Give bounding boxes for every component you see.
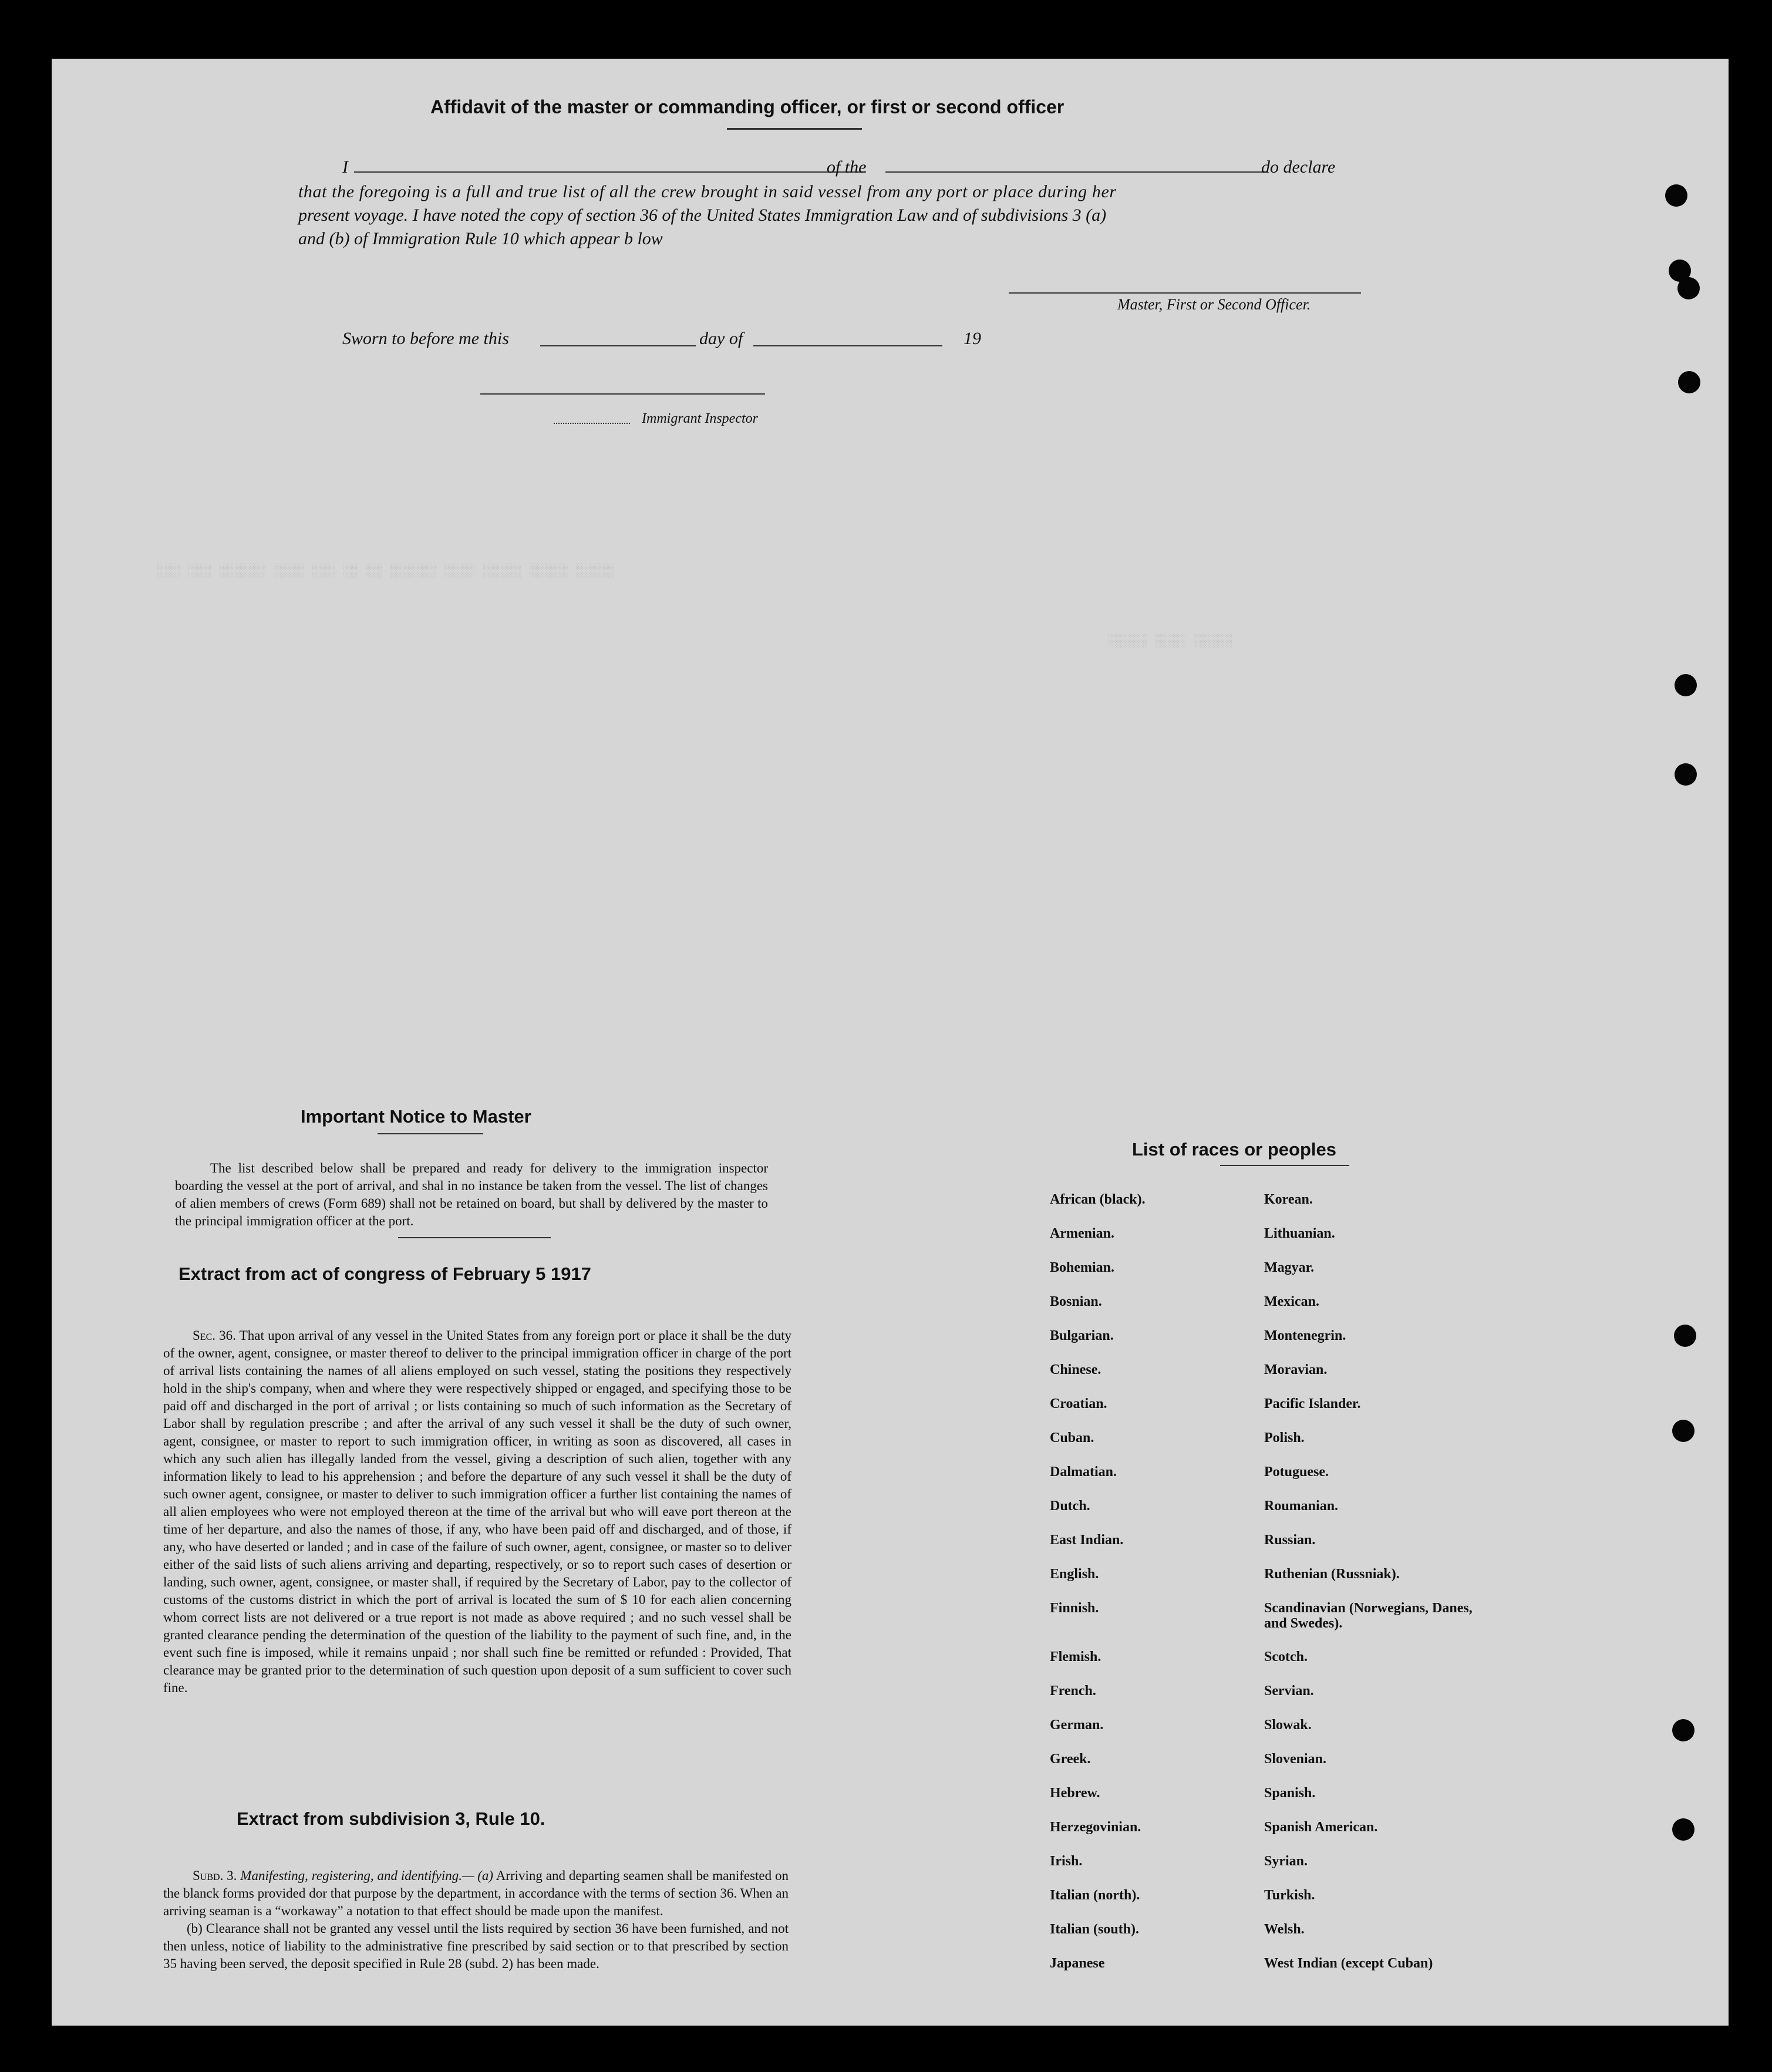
affidavit-title: Affidavit of the master or commanding officer, or first or second officer — [430, 96, 1064, 117]
race-item: Korean. — [1264, 1192, 1313, 1207]
race-item: Herzegovinian. — [1050, 1820, 1141, 1835]
title-underline — [727, 128, 862, 130]
act-title: Extract from act of congress of February 5 1917 — [178, 1264, 591, 1284]
year-label: 19 — [964, 329, 981, 348]
race-item: Scandinavian (Norwegians, Danes, and Swedes). — [1264, 1601, 1473, 1631]
race-item: Dutch. — [1050, 1498, 1090, 1514]
document-page — [52, 59, 1729, 2026]
race-item: Chinese. — [1050, 1362, 1101, 1377]
race-item: African (black). — [1050, 1192, 1146, 1207]
race-item: Armenian. — [1050, 1226, 1114, 1241]
inspector-caption: Immigrant Inspector — [642, 411, 758, 426]
race-item: Slovenian. — [1264, 1751, 1327, 1767]
race-item: Mexican. — [1264, 1294, 1319, 1309]
race-item: Moravian. — [1264, 1362, 1328, 1377]
race-item: Lithuanian. — [1264, 1226, 1335, 1241]
binder-hole — [1677, 277, 1700, 299]
affidavit-of-the-label: of the — [827, 157, 867, 177]
race-item: Bohemian. — [1050, 1260, 1115, 1275]
master-signature-line[interactable] — [1009, 292, 1361, 294]
race-item: Servian. — [1264, 1683, 1314, 1699]
affidavit-line-1: that the foregoing is a full and true list of all the crew brought in said vessel from any port or place during her — [298, 182, 1117, 201]
sworn-month-line[interactable] — [753, 345, 942, 346]
act-text — [163, 1327, 791, 1697]
notice-rule — [398, 1237, 551, 1238]
race-item: Croatian. — [1050, 1396, 1107, 1411]
races-underline — [1220, 1165, 1349, 1166]
affidavit-line-2: present voyage. I have noted the copy of section 36 of the United States Immigration Law and of subdivisions 3 (a) — [298, 205, 1107, 225]
bleed-through-text: ░░░░░ ░░░░ ░░░░░ — [1109, 634, 1233, 649]
race-item: Spanish American. — [1264, 1820, 1378, 1835]
race-item: Turkish. — [1264, 1888, 1315, 1903]
day-of-label: day of — [699, 329, 743, 348]
race-item: Japanese — [1050, 1956, 1105, 1971]
race-item: Italian (south). — [1050, 1922, 1140, 1937]
binder-hole — [1672, 1818, 1694, 1841]
notice-title: Important Notice to Master — [301, 1106, 531, 1127]
affidavit-do-declare: do declare — [1261, 157, 1336, 177]
race-item: Roumanian. — [1264, 1498, 1339, 1514]
rule-text-b: (b) Clearance shall not be granted any vessel until the lists required by section 36 have been furnished, and not then unless, notice of liability to the administrative fine prescribed by said section or to that prescribed by section 35 having been served, the deposit specified in Rule 28 (subd. 2) has been made. — [163, 1921, 789, 1971]
affidavit-i-label: I — [342, 157, 348, 177]
binder-hole — [1665, 184, 1687, 207]
bleed-through-text: ░░░ ░░░ ░░░░░░ ░░░░ ░░░ ░░ ░░ ░░░░░░ ░░░░ ░░░░░ ░░░░░ ░░░░░ — [157, 564, 615, 578]
notice-text: The list described below shall be prepared and ready for delivery to the immigration inspector boarding the vessel at the port of arrival, and shal in no instance be taken from the vessel. The list of changes of alien members of crews (Form 689) shall not be retained on board, but shall by delivered by the master to the principal immigration officer at the port. — [175, 1161, 768, 1228]
race-item: Italian (north). — [1050, 1888, 1140, 1903]
race-item: Scotch. — [1264, 1649, 1308, 1665]
race-item: Russian. — [1264, 1532, 1316, 1548]
race-item: Slowak. — [1264, 1717, 1312, 1733]
act-section-label: Sec. 36. — [193, 1328, 236, 1343]
rule-title: Extract from subdivision 3, Rule 10. — [237, 1808, 545, 1829]
race-item: Montenegrin. — [1264, 1328, 1346, 1343]
binder-hole — [1675, 674, 1697, 696]
rule-subd-heading: Manifesting, registering, and identifying.— (a) — [240, 1868, 494, 1883]
affidavit-line-3: and (b) of Immigration Rule 10 which appear b low — [298, 229, 663, 248]
binder-hole — [1672, 1719, 1694, 1741]
race-item: Polish. — [1264, 1430, 1305, 1446]
race-item: West Indian (except Cuban) — [1264, 1956, 1433, 1971]
sworn-day-line[interactable] — [540, 345, 696, 346]
race-item: Bulgarian. — [1050, 1328, 1114, 1343]
vessel-line[interactable] — [885, 171, 1267, 173]
race-item: Cuban. — [1050, 1430, 1094, 1446]
race-item: Hebrew. — [1050, 1785, 1100, 1801]
notice-underline — [378, 1133, 483, 1134]
binder-hole — [1674, 1325, 1696, 1347]
inspector-dotted-line — [554, 423, 630, 424]
race-item: Magyar. — [1264, 1260, 1315, 1275]
binder-hole — [1678, 371, 1700, 393]
inspector-signature-line[interactable] — [480, 393, 765, 395]
races-title: List of races or peoples — [1132, 1139, 1336, 1160]
race-item: Irish. — [1050, 1854, 1083, 1869]
race-item: Bosnian. — [1050, 1294, 1102, 1309]
rule-text — [163, 1867, 789, 1973]
name-line[interactable] — [354, 171, 866, 173]
master-signature-caption: Master, First or Second Officer. — [1117, 296, 1311, 313]
rule-text-a: Arriving and departing seamen shall be manifested on the blanck forms provided dor that purpose by the department, in accordance with the terms of section 36. When an arriving seaman is a “workaway” a notation to that effect should be made upon the manifest. — [163, 1868, 789, 1918]
act-body: That upon arrival of any vessel in the United States from any foreign port or place it shall be the duty of the owner, agent, consignee, or master thereof to deliver to the principal immigration officer in charge of the port of arrival lists containing the names of all aliens employed on such vessel, stating the positions they respectively hold in the ship's company, when and where they were respectively shipped or engaged, and specifying those to be paid off and discharged in the port of arrival ; or lists containing so much of such information as the Secretary of Labor shall by regulation prescribe ; and after the arrival of any such vessel it shall be the duty of such owner, agent, consignee, or master to report to such immigration officer, in writing as soon as discovered, all cases in which any such alien has illegally landed from the vessel, giving a description of such alien, together with any information likely to lead to his apprehension ; and before the departure of any such vessel it shall be the duty of such owner agent, consignee, or master to deliver to such immigration officer a further list containing the names of all alien employees who were not employed thereon at the time of the arrival but who will eave port thereon at the time of her departure, and also the names of those, if any, who have been paid off and discharged, and of those, if any, who have deserted or landed ; and in case of the failure of such owner, agent, consignee, or master so to deliver either of the said lists of such aliens arriving and departing, respectively, or so to report such cases of desertion or landing, such owner, agent, consignee, or master shall, if required by the Secretary of Labor, pay to the collector of customs of the customs district in which the port of arrival is located the sum of $ 10 for each alien concerning whom correct lists are not delivered or a true report is not made as above required ; and no such vessel shall be granted clearance pending the determination of the question of the liability to the payment of such fine, and, in the event such fine is imposed, while it remains unpaid ; nor shall such fine be remitted or refunded : Provided, That clearance may be granted prior to the determination of such question upon deposit of a sum sufficient to cover such fine. — [163, 1328, 791, 1695]
race-item: Dalmatian. — [1050, 1464, 1117, 1480]
binder-hole — [1675, 763, 1697, 786]
race-item: Greek. — [1050, 1751, 1091, 1767]
race-item: German. — [1050, 1717, 1104, 1733]
race-item: Ruthenian (Russniak). — [1264, 1566, 1400, 1582]
race-item: Finnish. — [1050, 1601, 1099, 1616]
race-item: Flemish. — [1050, 1649, 1101, 1665]
binder-hole — [1672, 1420, 1694, 1442]
sworn-label: Sworn to before me this — [342, 329, 509, 348]
rule-subd-label: Subd. 3. — [193, 1868, 237, 1883]
race-item: Pacific Islander. — [1264, 1396, 1361, 1411]
race-item: Welsh. — [1264, 1922, 1305, 1937]
race-item: Spanish. — [1264, 1785, 1316, 1801]
race-item: Potuguese. — [1264, 1464, 1329, 1480]
race-item: French. — [1050, 1683, 1096, 1699]
race-item: Syrian. — [1264, 1854, 1308, 1869]
race-item: East Indian. — [1050, 1532, 1124, 1548]
race-item: English. — [1050, 1566, 1099, 1582]
